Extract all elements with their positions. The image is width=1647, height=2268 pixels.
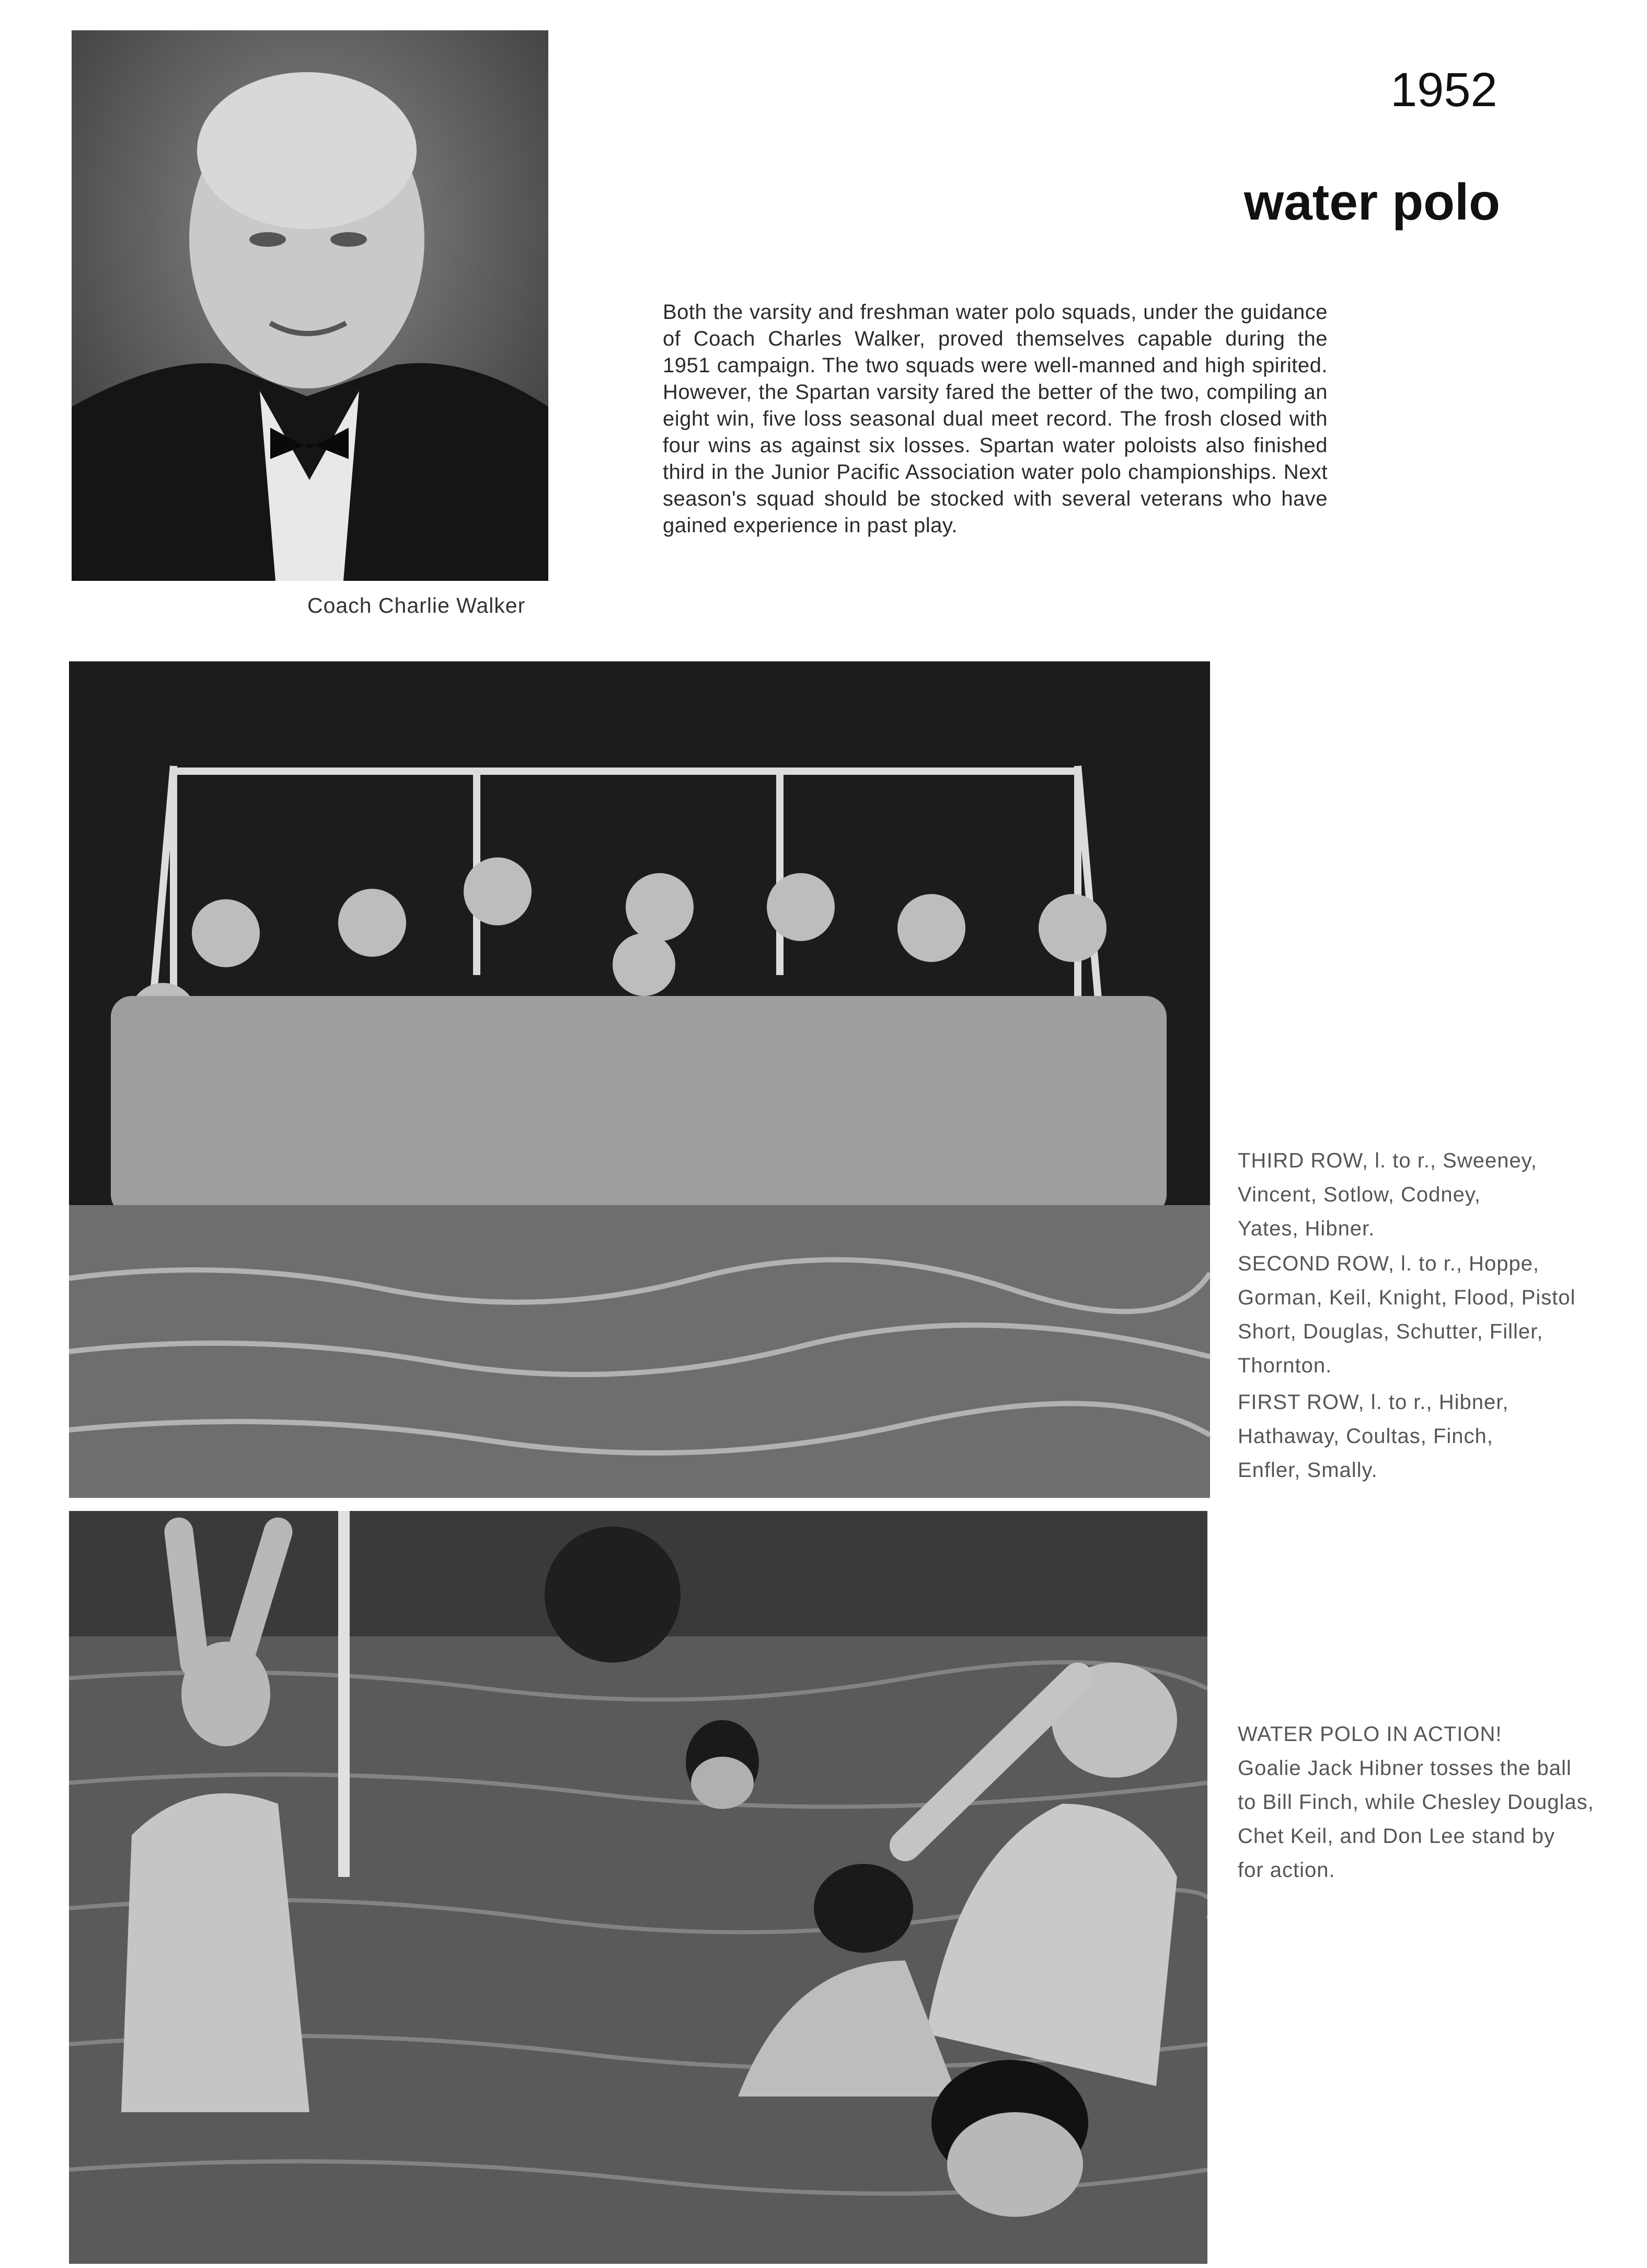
caption-line: Enfler, Smally. bbox=[1238, 1459, 1378, 1482]
caption-line: Yates, Hibner. bbox=[1238, 1217, 1375, 1240]
caption-first-row bbox=[1238, 1385, 1635, 1487]
caption-line: Hathaway, Coultas, Finch, bbox=[1238, 1425, 1493, 1448]
caption-action bbox=[1238, 1717, 1635, 1887]
caption-line: for action. bbox=[1238, 1859, 1335, 1882]
caption-line: to Bill Finch, while Chesley Douglas, bbox=[1238, 1791, 1594, 1814]
caption-line: SECOND ROW, l. to r., Hoppe, bbox=[1238, 1252, 1540, 1275]
coach-portrait-photo bbox=[72, 30, 548, 581]
action-photo bbox=[69, 1511, 1207, 2264]
intro-paragraph: Both the varsity and freshman water polo squads, under the guidance of Coach Charles Walker, proved themselves capable during the 1951 campaign. The two squads were well-manned and high spirited. However, the Spartan varsity fared the better of the two, compiling an eight win, five loss seasonal dual meet record. The frosh closed with four wins as against six losses. Spartan water poloists also finished third in the Junior Pacific Association water polo championships. Next season's squad should be stocked with several veterans who have gained experience in past play. bbox=[663, 301, 1328, 537]
caption-line: Thornton. bbox=[1238, 1354, 1332, 1377]
caption-third-row bbox=[1238, 1144, 1635, 1246]
caption-line: Gorman, Keil, Knight, Flood, Pistol bbox=[1238, 1286, 1576, 1309]
caption-line: Chet Keil, and Don Lee stand by bbox=[1238, 1825, 1555, 1848]
caption-line: THIRD ROW, l. to r., Sweeney, bbox=[1238, 1149, 1537, 1172]
team-photo bbox=[69, 661, 1210, 1498]
caption-line: Short, Douglas, Schutter, Filler, bbox=[1238, 1320, 1544, 1343]
coach-caption: Coach Charlie Walker bbox=[307, 593, 526, 617]
caption-line: Goalie Jack Hibner tosses the ball bbox=[1238, 1757, 1572, 1780]
caption-line: WATER POLO IN ACTION! bbox=[1238, 1723, 1502, 1746]
caption-line: FIRST ROW, l. to r., Hibner, bbox=[1238, 1391, 1509, 1414]
page-year: 1952 bbox=[1390, 63, 1498, 117]
page-title: water polo bbox=[1244, 173, 1501, 231]
caption-line: Vincent, Sotlow, Codney, bbox=[1238, 1183, 1481, 1206]
caption-second-row bbox=[1238, 1247, 1635, 1383]
